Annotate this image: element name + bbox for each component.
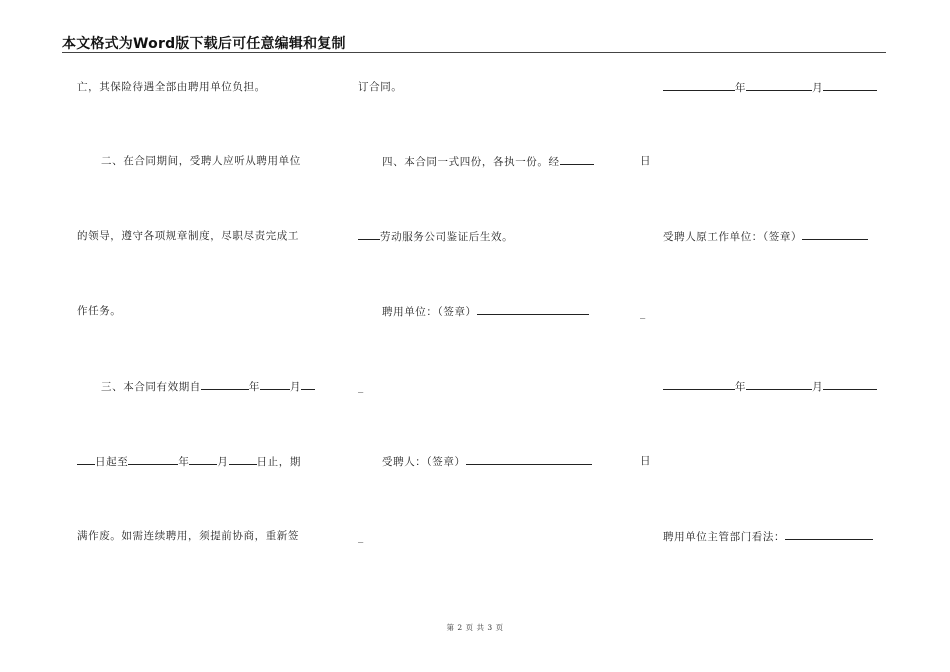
col2-right-2: _ bbox=[640, 307, 646, 319]
blank bbox=[189, 454, 217, 465]
blank bbox=[823, 379, 877, 390]
col2-line-3 bbox=[358, 229, 513, 244]
col2-line-1: 订合同。 bbox=[358, 81, 403, 93]
blank bbox=[746, 80, 812, 91]
term-start-label: 三、本合同有效期自 bbox=[101, 381, 201, 393]
col3-line-5 bbox=[663, 379, 877, 394]
signature-blank bbox=[466, 454, 592, 465]
col3-line-1 bbox=[663, 80, 877, 95]
blank bbox=[229, 454, 257, 465]
col3-line-7 bbox=[663, 529, 873, 544]
col1-line-5 bbox=[101, 379, 315, 394]
opinion-blank bbox=[785, 529, 873, 540]
blank bbox=[301, 379, 315, 390]
col2-line-6 bbox=[382, 454, 592, 469]
certification-clause: 劳动服务公司鉴证后生效。 bbox=[380, 231, 514, 243]
col1-line-7: 满作废。如需连续聘用，须提前协商，重新签 bbox=[77, 530, 299, 542]
header-rule bbox=[62, 52, 886, 53]
employer-signature-label: 聘用单位：（签章） bbox=[382, 306, 477, 318]
end-label: 日起至 bbox=[95, 456, 129, 468]
signature-blank bbox=[802, 229, 868, 240]
col1-line-4: 作任务。 bbox=[77, 305, 122, 317]
blank bbox=[260, 379, 290, 390]
blank bbox=[201, 379, 249, 390]
col2-line-4 bbox=[382, 304, 589, 319]
month-label: 月 bbox=[812, 82, 824, 94]
blank bbox=[746, 379, 812, 390]
blank bbox=[823, 80, 877, 91]
page-number: 第 2 页 共 3 页 bbox=[446, 623, 504, 632]
year-label: 年 bbox=[178, 456, 190, 468]
employee-signature-label: 受聘人：（签章） bbox=[382, 456, 466, 468]
blank bbox=[560, 154, 594, 165]
col1-line-6 bbox=[77, 454, 301, 469]
document-header: 本文格式为Word版下载后可任意编辑和复制 bbox=[62, 36, 346, 52]
original-employer-signature-label: 受聘人原工作单位：（签章） bbox=[663, 231, 803, 243]
month-label: 月 bbox=[812, 381, 824, 393]
month-label: 月 bbox=[217, 456, 229, 468]
day-label: 日止，期 bbox=[256, 456, 301, 468]
authority-opinion-label: 聘用单位主管部门看法： bbox=[663, 531, 786, 543]
blank bbox=[663, 379, 735, 390]
col2-right-3: 日 bbox=[640, 455, 652, 467]
signature-blank bbox=[477, 304, 589, 315]
year-label: 年 bbox=[735, 82, 747, 94]
col3-line-3 bbox=[663, 229, 868, 244]
col2-line-5: _ bbox=[358, 381, 364, 393]
year-label: 年 bbox=[735, 381, 747, 393]
col2-line-2 bbox=[382, 154, 594, 169]
col1-line-3: 的领导，遵守各项规章制度，尽职尽责完成工 bbox=[77, 230, 299, 242]
blank bbox=[663, 80, 735, 91]
year-label: 年 bbox=[248, 381, 261, 393]
blank bbox=[128, 454, 178, 465]
copies-clause: 四、本合同一式四份，各执一份。经 bbox=[382, 156, 560, 168]
month-label: 月 bbox=[290, 381, 302, 393]
col2-line-7: _ bbox=[358, 531, 364, 543]
col1-line-2: 二、在合同期间，受聘人应听从聘用单位 bbox=[101, 155, 301, 167]
blank bbox=[77, 454, 95, 465]
blank bbox=[358, 229, 380, 240]
col1-line-1: 亡，其保险待遇全部由聘用单位负担。 bbox=[77, 81, 266, 93]
col2-right-1: 日 bbox=[640, 155, 652, 167]
